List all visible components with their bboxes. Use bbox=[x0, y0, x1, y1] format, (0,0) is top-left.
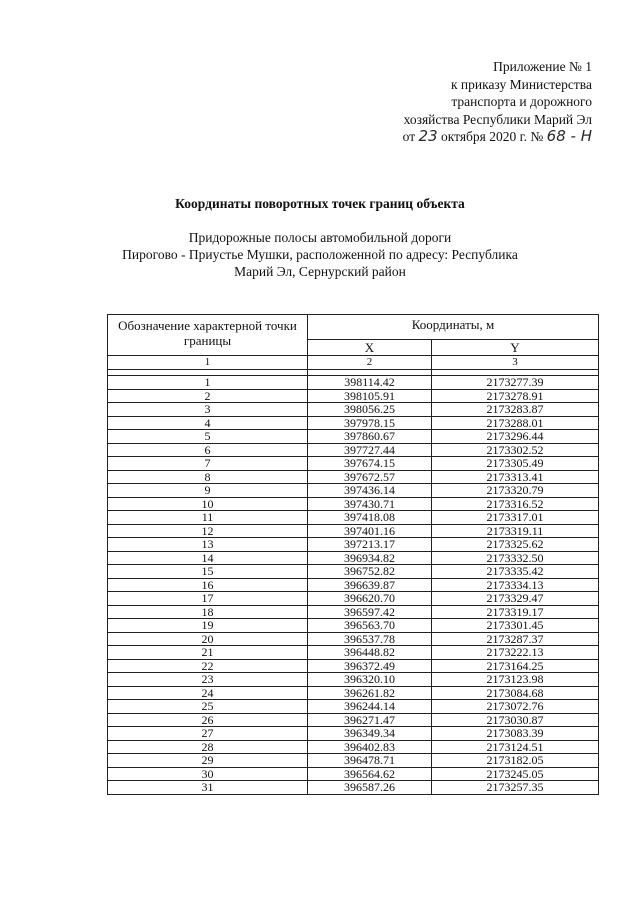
point-number-cell: 23 bbox=[108, 673, 308, 687]
table-row bbox=[108, 605, 599, 619]
table-row bbox=[108, 713, 599, 727]
subtitle-line-2: Пирогово - Приустье Мушки, расположенной по адресу: Республика bbox=[122, 247, 518, 262]
point-number-cell: 21 bbox=[108, 646, 308, 660]
table-row bbox=[108, 781, 599, 795]
x-coordinate-cell: 396478.71 bbox=[308, 754, 432, 768]
y-coordinate-cell: 2173334.13 bbox=[432, 578, 599, 592]
appendix-region-line: хозяйства Республики Марий Эл bbox=[403, 111, 592, 127]
table-row bbox=[108, 457, 599, 471]
y-coordinate-cell: 2173320.79 bbox=[432, 484, 599, 498]
table-row bbox=[108, 754, 599, 768]
table-row bbox=[108, 403, 599, 417]
table-row bbox=[108, 389, 599, 403]
x-coordinate-cell: 397978.15 bbox=[308, 416, 432, 430]
x-coordinate-cell: 396620.70 bbox=[308, 592, 432, 606]
document-subtitle bbox=[0, 229, 640, 280]
table-row bbox=[108, 767, 599, 781]
y-coordinate-cell: 2173084.68 bbox=[432, 686, 599, 700]
point-number-cell: 18 bbox=[108, 605, 308, 619]
x-coordinate-cell: 396752.82 bbox=[308, 565, 432, 579]
table-row bbox=[108, 727, 599, 741]
point-number-cell: 27 bbox=[108, 727, 308, 741]
y-coordinate-cell: 2173277.39 bbox=[432, 376, 599, 390]
y-coordinate-cell: 2173313.41 bbox=[432, 470, 599, 484]
y-coordinate-cell: 2173335.42 bbox=[432, 565, 599, 579]
point-number-cell: 10 bbox=[108, 497, 308, 511]
coordinates-table bbox=[107, 314, 599, 795]
x-coordinate-cell: 396349.34 bbox=[308, 727, 432, 741]
x-coordinate-cell: 396320.10 bbox=[308, 673, 432, 687]
column-number-1: 1 bbox=[108, 356, 308, 370]
point-number-cell: 15 bbox=[108, 565, 308, 579]
y-coordinate-cell: 2173316.52 bbox=[432, 497, 599, 511]
point-number-cell: 26 bbox=[108, 713, 308, 727]
y-coordinate-cell: 2173072.76 bbox=[432, 700, 599, 714]
x-coordinate-cell: 396402.83 bbox=[308, 740, 432, 754]
x-coordinate-cell: 397672.57 bbox=[308, 470, 432, 484]
point-number-cell: 9 bbox=[108, 484, 308, 498]
document-title: Координаты поворотных точек границ объекта bbox=[175, 196, 465, 211]
table-row bbox=[108, 673, 599, 687]
y-coordinate-cell: 2173317.01 bbox=[432, 511, 599, 525]
subtitle-line-1: Придорожные полосы автомобильной дороги bbox=[188, 230, 452, 245]
x-coordinate-cell: 396244.14 bbox=[308, 700, 432, 714]
point-number-cell: 19 bbox=[108, 619, 308, 633]
appendix-header bbox=[360, 58, 592, 146]
point-number-cell: 29 bbox=[108, 754, 308, 768]
x-coordinate-cell: 396537.78 bbox=[308, 632, 432, 646]
point-number-cell: 12 bbox=[108, 524, 308, 538]
y-coordinate-cell: 2173332.50 bbox=[432, 551, 599, 565]
header-x: X bbox=[308, 340, 432, 356]
point-number-cell: 6 bbox=[108, 443, 308, 457]
point-number-cell: 17 bbox=[108, 592, 308, 606]
y-coordinate-cell: 2173302.52 bbox=[432, 443, 599, 457]
point-number-cell: 30 bbox=[108, 767, 308, 781]
table-row bbox=[108, 592, 599, 606]
table-row bbox=[108, 484, 599, 498]
x-coordinate-cell: 396587.26 bbox=[308, 781, 432, 795]
table-row bbox=[108, 416, 599, 430]
coordinates-table-body bbox=[108, 376, 599, 795]
x-coordinate-cell: 397430.71 bbox=[308, 497, 432, 511]
x-coordinate-cell: 397213.17 bbox=[308, 538, 432, 552]
point-number-cell: 4 bbox=[108, 416, 308, 430]
x-coordinate-cell: 396564.62 bbox=[308, 767, 432, 781]
table-row bbox=[108, 646, 599, 660]
handwritten-order-number: 68 - Н bbox=[546, 127, 592, 145]
point-number-cell: 5 bbox=[108, 430, 308, 444]
table-row bbox=[108, 430, 599, 444]
x-coordinate-cell: 396563.70 bbox=[308, 619, 432, 633]
table-row bbox=[108, 700, 599, 714]
column-number-3: 3 bbox=[432, 356, 599, 370]
table-row bbox=[108, 619, 599, 633]
x-coordinate-cell: 396271.47 bbox=[308, 713, 432, 727]
table-row bbox=[108, 376, 599, 390]
point-number-cell: 22 bbox=[108, 659, 308, 673]
y-coordinate-cell: 2173083.39 bbox=[432, 727, 599, 741]
column-number-2: 2 bbox=[308, 356, 432, 370]
x-coordinate-cell: 396639.87 bbox=[308, 578, 432, 592]
y-coordinate-cell: 2173124.51 bbox=[432, 740, 599, 754]
point-number-cell: 14 bbox=[108, 551, 308, 565]
y-coordinate-cell: 2173296.44 bbox=[432, 430, 599, 444]
x-coordinate-cell: 397860.67 bbox=[308, 430, 432, 444]
y-coordinate-cell: 2173123.98 bbox=[432, 673, 599, 687]
date-rest: октября 2020 г. № bbox=[441, 129, 544, 144]
y-coordinate-cell: 2173257.35 bbox=[432, 781, 599, 795]
table-row bbox=[108, 551, 599, 565]
y-coordinate-cell: 2173319.11 bbox=[432, 524, 599, 538]
point-number-cell: 3 bbox=[108, 403, 308, 417]
x-coordinate-cell: 398105.91 bbox=[308, 389, 432, 403]
x-coordinate-cell: 396372.49 bbox=[308, 659, 432, 673]
table-row bbox=[108, 632, 599, 646]
x-coordinate-cell: 396934.82 bbox=[308, 551, 432, 565]
y-coordinate-cell: 2173305.49 bbox=[432, 457, 599, 471]
appendix-order-line: к приказу Министерства bbox=[450, 76, 592, 92]
table-row bbox=[108, 497, 599, 511]
header-y: Y bbox=[432, 340, 599, 356]
x-coordinate-cell: 397436.14 bbox=[308, 484, 432, 498]
table-row bbox=[108, 443, 599, 457]
point-number-cell: 8 bbox=[108, 470, 308, 484]
y-coordinate-cell: 2173030.87 bbox=[432, 713, 599, 727]
y-coordinate-cell: 2173319.17 bbox=[432, 605, 599, 619]
point-number-cell: 7 bbox=[108, 457, 308, 471]
y-coordinate-cell: 2173325.62 bbox=[432, 538, 599, 552]
point-number-cell: 16 bbox=[108, 578, 308, 592]
header-point-designation: Обозначение характерной точки границы bbox=[108, 315, 308, 356]
y-coordinate-cell: 2173222.13 bbox=[432, 646, 599, 660]
handwritten-date-day: 23 bbox=[418, 127, 438, 145]
y-coordinate-cell: 2173164.25 bbox=[432, 659, 599, 673]
appendix-ministry-line: транспорта и дорожного bbox=[451, 94, 592, 109]
x-coordinate-cell: 397674.15 bbox=[308, 457, 432, 471]
x-coordinate-cell: 396261.82 bbox=[308, 686, 432, 700]
date-prefix: от bbox=[402, 129, 416, 144]
table-row bbox=[108, 659, 599, 673]
x-coordinate-cell: 398114.42 bbox=[308, 376, 432, 390]
x-coordinate-cell: 396597.42 bbox=[308, 605, 432, 619]
y-coordinate-cell: 2173245.05 bbox=[432, 767, 599, 781]
y-coordinate-cell: 2173278.91 bbox=[432, 389, 599, 403]
table-row bbox=[108, 538, 599, 552]
appendix-title: Приложение № 1 bbox=[493, 59, 592, 74]
table-row bbox=[108, 578, 599, 592]
point-number-cell: 28 bbox=[108, 740, 308, 754]
y-coordinate-cell: 2173283.87 bbox=[432, 403, 599, 417]
table-row bbox=[108, 565, 599, 579]
x-coordinate-cell: 397727.44 bbox=[308, 443, 432, 457]
table-row bbox=[108, 524, 599, 538]
point-number-cell: 25 bbox=[108, 700, 308, 714]
point-number-cell: 31 bbox=[108, 781, 308, 795]
y-coordinate-cell: 2173182.05 bbox=[432, 754, 599, 768]
x-coordinate-cell: 397418.08 bbox=[308, 511, 432, 525]
x-coordinate-cell: 398056.25 bbox=[308, 403, 432, 417]
y-coordinate-cell: 2173287.37 bbox=[432, 632, 599, 646]
table-row bbox=[108, 470, 599, 484]
y-coordinate-cell: 2173301.45 bbox=[432, 619, 599, 633]
point-number-cell: 11 bbox=[108, 511, 308, 525]
point-number-cell: 1 bbox=[108, 376, 308, 390]
x-coordinate-cell: 396448.82 bbox=[308, 646, 432, 660]
table-row bbox=[108, 686, 599, 700]
table-row bbox=[108, 740, 599, 754]
point-number-cell: 20 bbox=[108, 632, 308, 646]
table-row bbox=[108, 511, 599, 525]
point-number-cell: 13 bbox=[108, 538, 308, 552]
point-number-cell: 24 bbox=[108, 686, 308, 700]
y-coordinate-cell: 2173288.01 bbox=[432, 416, 599, 430]
appendix-date-line bbox=[360, 128, 592, 146]
y-coordinate-cell: 2173329.47 bbox=[432, 592, 599, 606]
point-number-cell: 2 bbox=[108, 389, 308, 403]
x-coordinate-cell: 397401.16 bbox=[308, 524, 432, 538]
header-coordinates: Координаты, м bbox=[308, 315, 599, 340]
subtitle-line-3: Марий Эл, Сернурский район bbox=[234, 264, 406, 279]
